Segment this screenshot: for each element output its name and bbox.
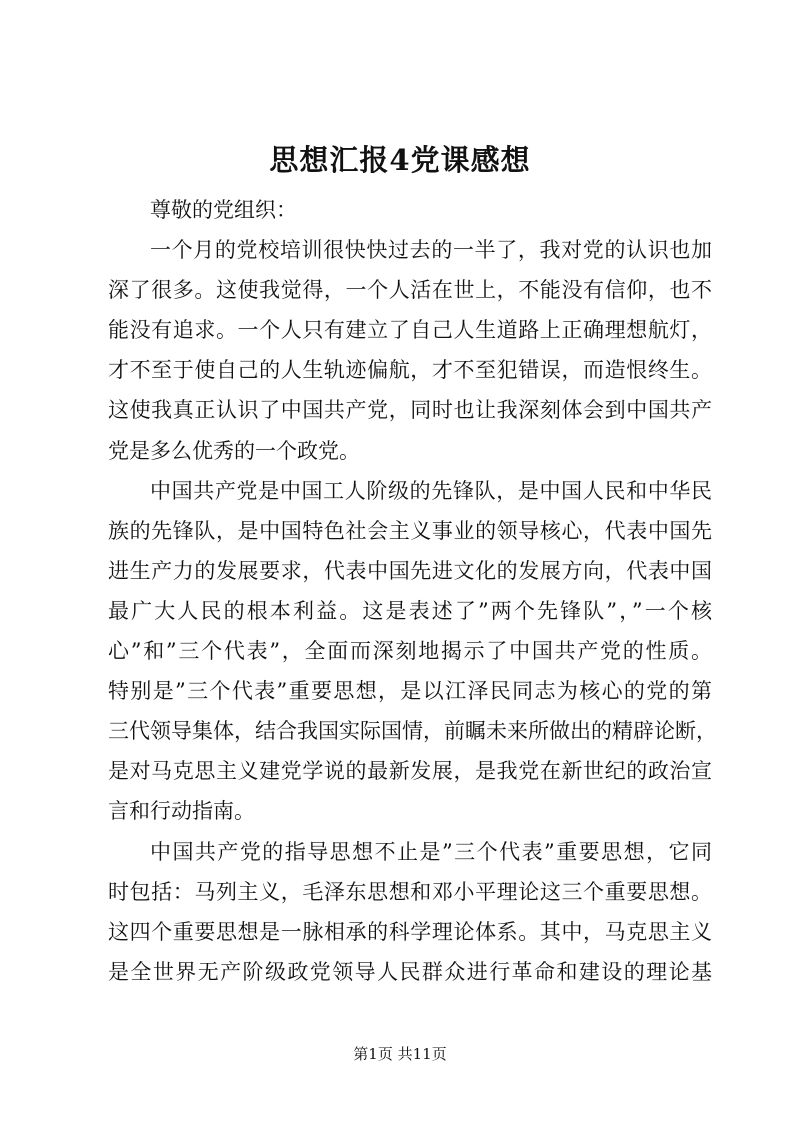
paragraph-2-line: 最广大人民的根本利益。这是表述了”两个先锋队”，”一个核 bbox=[108, 598, 712, 623]
paragraph-2-line: 族的先锋队，是中国特色社会主义事业的领导核心，代表中国先 bbox=[108, 518, 712, 543]
document-body bbox=[108, 190, 717, 992]
paragraph-2-line: 言和行动指南。 bbox=[108, 799, 255, 824]
paragraph-1-line: 这使我真正认识了中国共产党，同时也让我深刻体会到中国共产 bbox=[108, 398, 712, 423]
paragraph-2-line: 进生产力的发展要求，代表中国先进文化的发展方向，代表中国 bbox=[108, 558, 712, 583]
paragraph-2-line: 是对马克思主义建党学说的最新发展，是我党在新世纪的政治宣 bbox=[108, 759, 712, 784]
paragraph-1-line: 党是多么优秀的一个政党。 bbox=[108, 438, 360, 463]
salutation-line: 尊敬的党组织： bbox=[150, 198, 297, 222]
document-title: 思想汇报4党课感想 bbox=[269, 143, 531, 177]
paragraph-1-line: 才不至于使自己的人生轨迹偏航，才不至犯错误，而造恨终生。 bbox=[108, 358, 712, 383]
paragraph-3-line: 时包括：马列主义，毛泽东思想和邓小平理论这三个重要思想。 bbox=[108, 879, 712, 904]
paragraph-1-line: 一个月的党校培训很快快过去的一半了，我对党的认识也加 bbox=[150, 238, 712, 263]
paragraph-2-line: 心”和”三个代表”，全面而深刻地揭示了中国共产党的性质。 bbox=[108, 639, 712, 664]
paragraph-1-line: 能没有追求。一个人只有建立了自己人生道路上正确理想航灯， bbox=[108, 318, 712, 343]
paragraph-3-line: 中国共产党的指导思想不止是”三个代表”重要思想，它同 bbox=[150, 839, 712, 864]
paragraph-2-line: 中国共产党是中国工人阶级的先锋队，是中国人民和中华民 bbox=[150, 478, 712, 503]
paragraph-3-line: 是全世界无产阶级政党领导人民群众进行革命和建设的理论基 bbox=[108, 959, 712, 984]
paragraph-2-line: 三代领导集体，结合我国实际国情，前瞩未来所做出的精辟论断， bbox=[108, 719, 717, 744]
paragraph-1-line: 深了很多。这使我觉得，一个人活在世上，不能没有信仰，也不 bbox=[108, 278, 712, 303]
page-number-footer: 第1页 共11页 bbox=[353, 1045, 447, 1063]
paragraph-3-line: 这四个重要思想是一脉相承的科学理论体系。其中，马克思主义 bbox=[108, 919, 712, 944]
paragraph-2-line: 特别是”三个代表”重要思想，是以江泽民同志为核心的党的第 bbox=[108, 679, 712, 704]
